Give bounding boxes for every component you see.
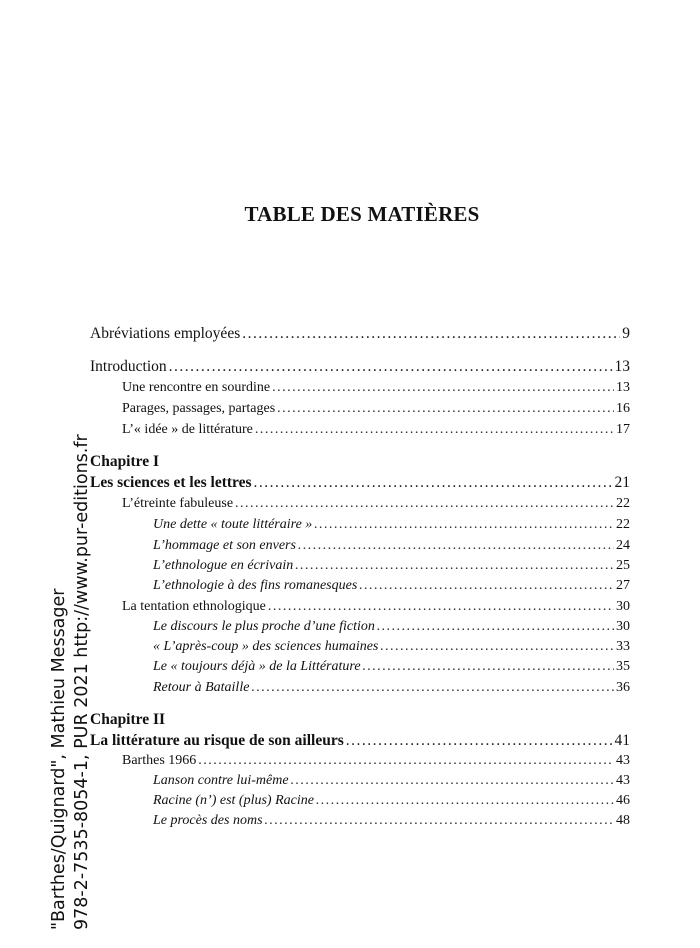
toc-entry[interactable] <box>153 537 630 555</box>
dot-leader <box>169 358 613 376</box>
toc-entry[interactable] <box>90 732 630 750</box>
toc-entry-label: Les sciences et les lettres <box>90 474 252 491</box>
toc-entry-label: Une dette « toute littéraire » <box>153 517 313 532</box>
toc-entry-page: 30 <box>616 619 630 634</box>
toc-entry[interactable] <box>153 638 630 656</box>
toc-entry[interactable] <box>90 474 630 492</box>
chapter-heading: Chapitre I <box>90 453 160 470</box>
toc-entry-label: Retour à Bataille <box>153 680 250 695</box>
toc-entry-label: Barthes 1966 <box>122 753 197 768</box>
dot-leader <box>251 679 614 697</box>
dot-leader <box>235 495 614 513</box>
toc-entry-label: La tentation ethnologique <box>122 599 266 614</box>
dot-leader <box>314 516 614 534</box>
toc-entry[interactable] <box>153 679 630 697</box>
toc-entry[interactable] <box>122 495 630 513</box>
toc-entry[interactable] <box>153 792 630 810</box>
side-note-line-1: "Barthes/Quignard", Mathieu Messager <box>49 588 69 930</box>
toc-entry-page: 25 <box>616 558 630 573</box>
toc-entry[interactable] <box>153 618 630 636</box>
toc-entry[interactable] <box>153 812 630 830</box>
toc-entry[interactable] <box>122 400 630 418</box>
dot-leader <box>377 618 614 636</box>
toc-entry-page: 21 <box>614 474 630 491</box>
toc-entry-label: L’ethnologie à des fins romanesques <box>153 578 358 593</box>
toc-entry-page: 24 <box>616 538 630 553</box>
toc-entry-label: L’étreinte fabuleuse <box>122 496 234 511</box>
toc-entry-label: La littérature au risque de son ailleurs <box>90 732 344 749</box>
dot-leader <box>316 792 614 810</box>
toc-entry-label: « L’après-coup » des sciences humaines <box>153 639 379 654</box>
dot-leader <box>359 577 614 595</box>
toc-entry-page: 16 <box>616 401 630 416</box>
dot-leader <box>265 812 614 830</box>
toc-entry-label: L’« idée » de littérature <box>122 422 253 437</box>
dot-leader <box>363 658 614 676</box>
toc-entry[interactable] <box>122 421 630 439</box>
toc-entry-page: 13 <box>614 358 630 375</box>
toc-entry-page: 33 <box>616 639 630 654</box>
toc-entry[interactable] <box>153 516 630 534</box>
toc-entry-page: 46 <box>616 793 630 808</box>
toc-entry-page: 17 <box>616 422 630 437</box>
toc-entry-label: L’hommage et son envers <box>153 538 296 553</box>
dot-leader <box>268 598 614 616</box>
toc-entry-page: 9 <box>622 325 630 342</box>
toc-entry[interactable] <box>122 752 630 770</box>
page-title: TABLE DES MATIÈRES <box>244 202 480 226</box>
toc-entry[interactable] <box>122 379 630 397</box>
toc-entry-label: Lanson contre lui-même <box>153 773 289 788</box>
toc-entry-label: Une rencontre en sourdine <box>122 380 271 395</box>
toc-entry-page: 22 <box>616 517 630 532</box>
toc-entry[interactable] <box>122 598 630 616</box>
dot-leader <box>198 752 614 770</box>
dot-leader <box>242 325 620 343</box>
toc-entry-label: Abréviations employées <box>90 325 241 342</box>
toc-entry[interactable] <box>90 358 630 376</box>
dot-leader <box>277 400 614 418</box>
toc-entry[interactable] <box>153 557 630 575</box>
toc-entry-page: 30 <box>616 599 630 614</box>
dot-leader <box>295 557 614 575</box>
toc-entry-label: Racine (n’) est (plus) Racine <box>153 793 314 808</box>
toc-entry-label: Le « toujours déjà » de la Littérature <box>153 659 361 674</box>
side-note-line-2: 978-2-7535-8054-1, PUR 2021 http://www.pur-editions.fr <box>72 434 92 930</box>
dot-leader <box>380 638 614 656</box>
dot-leader <box>298 537 614 555</box>
toc-entry-page: 36 <box>616 680 630 695</box>
toc-entry-label: Parages, passages, partages <box>122 401 276 416</box>
dot-leader <box>255 421 614 439</box>
toc-entry-page: 43 <box>616 753 630 768</box>
toc-entry-page: 13 <box>616 380 630 395</box>
toc-entry-page: 48 <box>616 813 630 828</box>
chapter-heading: Chapitre II <box>90 711 166 728</box>
toc-entry-label: Le procès des noms <box>153 813 263 828</box>
side-copyright-note <box>48 434 94 930</box>
toc-entry-page: 22 <box>616 496 630 511</box>
toc-entry-page: 35 <box>616 659 630 674</box>
toc-entry-page: 41 <box>614 732 630 749</box>
dot-leader <box>254 474 613 492</box>
toc-entry[interactable] <box>153 658 630 676</box>
toc-entry-page: 43 <box>616 773 630 788</box>
toc-entry-label: Le discours le plus proche d’une fiction <box>153 619 375 634</box>
toc-entry-label: L’ethnologue en écrivain <box>153 558 294 573</box>
toc-entry[interactable] <box>90 325 630 343</box>
dot-leader <box>346 732 613 750</box>
dot-leader <box>291 772 614 790</box>
toc-entry[interactable] <box>153 577 630 595</box>
toc-entry[interactable] <box>153 772 630 790</box>
toc-entry-page: 27 <box>616 578 630 593</box>
toc-entry-label: Introduction <box>90 358 167 375</box>
dot-leader <box>272 379 614 397</box>
